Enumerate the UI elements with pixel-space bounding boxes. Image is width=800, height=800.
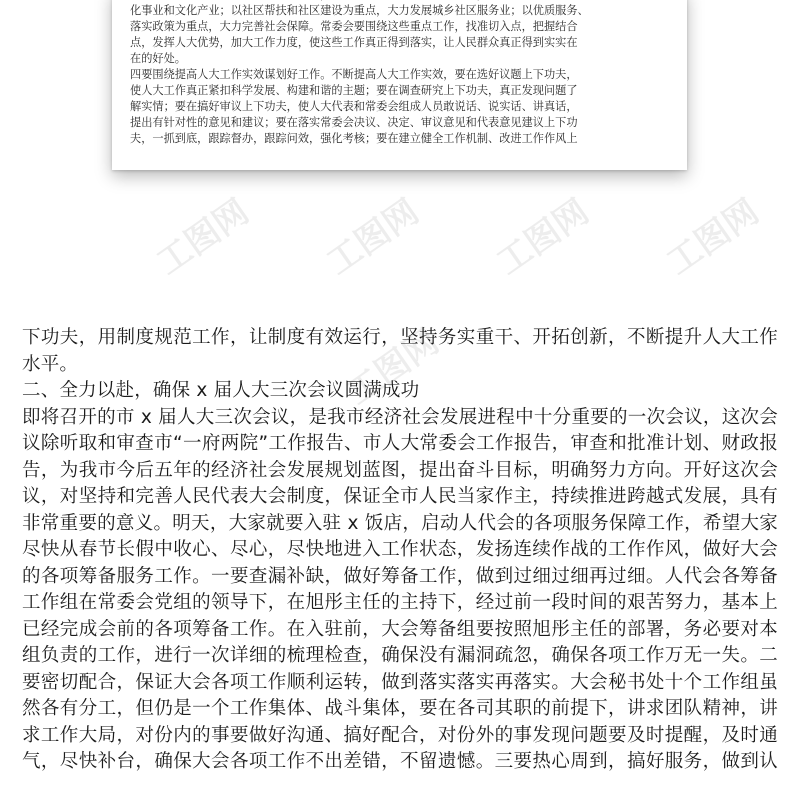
body-line: 要密切配合，保证大会各项工作顺利运转，做到落实落实再落实。大会秘书处十个工作组虽 [22,671,778,693]
body-line: 工作组在常委会党组的领导下，在旭彤主任的主持下，经过前一段时间的艰苦努力，基本上 [22,592,778,613]
body-line: 非常重要的意义。明天，大家就要入驻 x 饭店，启动人代会的各项服务保障工作，希望大家 [22,512,778,534]
body-line: 已经完成会前的各项筹备工作。在入驻前，大会筹备组要按照旭彤主任的部署，务必要对本 [22,618,778,640]
preview-line: 四要围绕提高人大工作实效谋划好工作。不断提高人大工作实效，要在选好议题上下功夫， [130,68,578,81]
watermark-logo: 工图网 [319,191,427,284]
watermark-logo: 工图网 [149,191,257,284]
body-line: 的各项筹备服务工作。一要查漏补缺，做好筹备工作，做到过细过细再过细。人代会各筹备 [22,565,778,587]
body-line: 议，对坚持和完善人民代表大会制度，保证全市人民当家作主，持续推进跨越式发展，具有 [22,486,778,507]
body-line: 然各有分工，但仍是一个工作集体、战斗集体，要在各司其职的前提下，讲求团队精神，讲 [22,698,778,719]
preview-line: 解实情；要在搞好审议上下功夫，使人大代表和常委会组成人员敢说话、说实话、讲真话， [130,100,578,113]
document-preview-card [112,0,687,170]
section-heading: 二、全力以赴，确保 x 届人大三次会议圆满成功 [22,380,420,401]
body-line: 下功夫，用制度规范工作，让制度有效运行，坚持务实重干、开拓创新，不断提升人大工作 [22,327,778,348]
preview-line: 化事业和文化产业；以社区帮扶和社区建设为重点，大力发展城乡社区服务业；以优质服务、 [130,4,589,17]
body-line: 议除听取和审查市“一府两院”工作报告、市人大常委会工作报告，审查和批准计划、财政报 [22,433,778,454]
preview-line: 落实政策为重点，大力完善社会保障。常委会要围绕这些重点工作，找准切入点，把握结合 [130,20,578,33]
preview-text [130,0,670,147]
preview-line: 使人大工作真正紧扣科学发展、构建和谐的主题；要在调查研究上下功夫，真正发现问题了 [130,84,578,97]
document-body [22,325,778,776]
preview-line: 夫，一抓到底，跟踪督办，跟踪问效，强化考核；要在建立健全工作机制、改进工作作风上 [130,132,578,145]
body-line: 组负责的工作，进行一次详细的梳理检查，确保没有漏洞疏忽，确保各项工作万无一失。二 [22,645,778,666]
watermark-logo: 工图网 [659,191,767,284]
body-line: 即将召开的市 x 届人大三次会议，是我市经济社会发展进程中十分重要的一次会议，这次会 [22,406,778,428]
body-line: 尽快从春节长假中收心、尽心，尽快地进入工作状态，发扬连续作战的工作作风，做好大会 [22,539,778,560]
watermark-logo: 工图网 [489,191,597,284]
preview-line: 点，发挥人大优势，加大工作力度，使这些工作真正得到落实，让人民群众真正得到实实在 [130,36,578,49]
body-line: 告，为我市今后五年的经济社会发展规划蓝图，提出奋斗目标，明确努力方向。开好这次会 [22,459,778,481]
body-line: 气，尽快补台，确保大会各项工作不出差错，不留遗憾。三要热心周到，搞好服务，做到认 [22,751,778,772]
body-line: 求工作大局，对份内的事要做好沟通、搞好配合，对份外的事发现问题要及时提醒，及时通 [22,724,778,746]
body-line: 水平。 [22,353,79,375]
preview-line: 提出有针对性的意见和建议；要在落实常委会决议、决定、审议意见和代表意见建议上下功 [130,116,578,129]
watermark-logo: 工图网 [339,321,447,414]
preview-line: 在的好处。 [130,52,186,65]
